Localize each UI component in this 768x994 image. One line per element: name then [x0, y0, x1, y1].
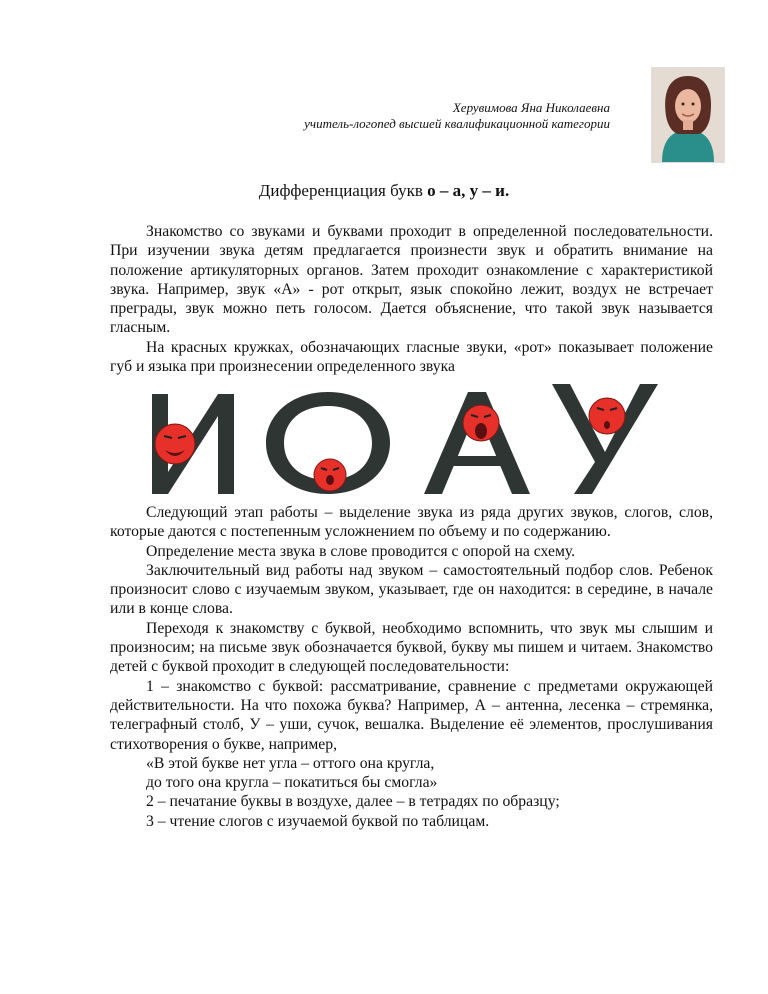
author-block [304, 100, 610, 132]
main-text [110, 503, 713, 831]
paragraph: 3 – чтение слогов с изучаемой буквой по таблицам. [146, 812, 490, 830]
paragraph: Переходя к знакомству с буквой, необходимо вспомнить, что звук мы слышим и произносим; на письме звук обозначается буквой, букву мы пишем и читаем. Знакомство детей с буквой проходит в следующей последовательности: [110, 619, 713, 676]
title-prefix: Дифференциация букв [258, 181, 428, 200]
intro-text [110, 222, 713, 376]
letter-shapes [152, 384, 658, 494]
paragraph: На красных кружках, обозначающих гласные звуки, «рот» показывает положение губ и языка при произнесении определенного звука [110, 338, 713, 376]
paragraph: 1 – знакомство с буквой: рассматривание, сравнение с предметами окружающей действительности. На что похожа буква? Например, А – антенна, лесенка – стремянка, телеграфный столб, У – уши, сучок, вешалка. Выделение её элементов, прослушивания стихотворения о букве, например, [110, 677, 713, 753]
paragraph: 2 – печатание буквы в воздухе, далее – в тетрадях по образцу; [146, 793, 560, 811]
title-bold: о – а, у – и. [427, 181, 510, 200]
paragraph: Следующий этап работы – выделение звука из ряда других звуков, слогов, слов, которые даются с постепенным усложнением по объему и по содержанию. [110, 504, 713, 541]
paragraph: Знакомство со звуками и буквами проходит в определенной последовательности. При изучении звука детям предлагается произнести звук и обратить внимание на положение артикуляторных органов. Затем проходит ознакомление с характеристикой звука. Например, звук «А» - рот открыт, язык спокойно лежит, воздух не встречает преграды, звук можно петь голосом. Дается объяснение, что такой звук называется гласным. [110, 223, 713, 337]
author-position: учитель-логопед высшей квалификационной категории [304, 116, 610, 131]
portrait-image [652, 68, 724, 162]
page-title [0, 181, 768, 201]
author-name: Херувимова Яна Николаевна [452, 100, 610, 115]
poem-line: до того она кругла – покатиться бы смогла» [146, 774, 438, 792]
poem-line: «В этой букве нет угла – оттого она кругла, [146, 754, 435, 772]
paragraph: Определение места звука в слове проводится с опорой на схему. [146, 542, 576, 560]
letters-illustration [140, 380, 680, 498]
paragraph: Заключительный вид работы над звуком – самостоятельный подбор слов. Ребенок произносит слово с изучаемым звуком, указывает, где он находится: в середине, в начале или в конце слова. [110, 561, 713, 618]
author-photo [651, 67, 725, 163]
vowel-letters-figure [140, 380, 680, 498]
